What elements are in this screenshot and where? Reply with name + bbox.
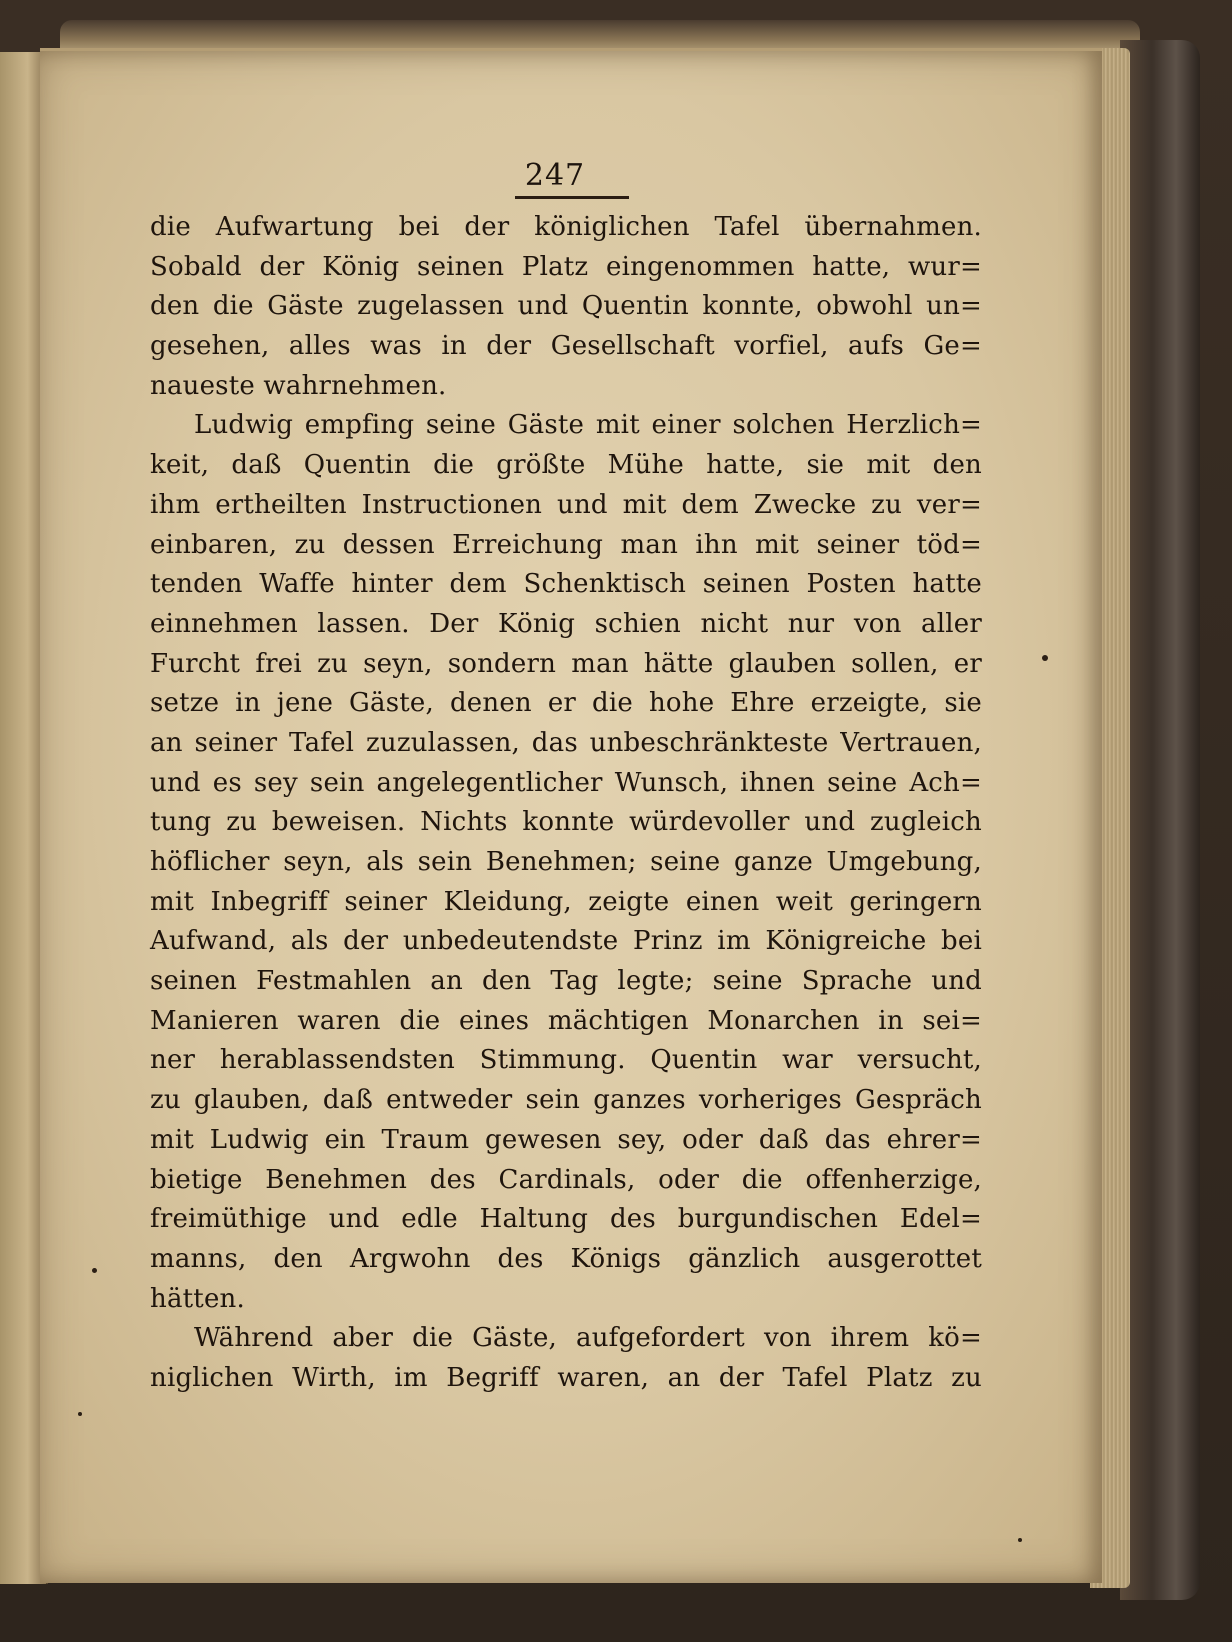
text-line: tenden Waffe hinter dem Schenktisch seinen Posten hatte bbox=[150, 569, 982, 600]
ink-speck bbox=[78, 1412, 82, 1416]
text-line: Manieren waren die eines mächtigen Monarchen in sei= bbox=[150, 1005, 982, 1036]
page-number: 247 bbox=[524, 158, 586, 193]
text-line: zu glauben, daß entweder sein ganzes vorheriges Gespräch bbox=[150, 1085, 982, 1116]
body-text bbox=[150, 208, 982, 1399]
text-line: naueste wahrnehmen. bbox=[150, 370, 447, 401]
text-line: mit Ludwig ein Traum gewesen sey, oder daß das ehrer= bbox=[150, 1124, 982, 1155]
text-line: höflicher seyn, als sein Benehmen; seine ganze Umgebung, bbox=[150, 847, 982, 877]
text-line: an seiner Tafel zuzulassen, das unbeschränkteste Vertrauen, bbox=[150, 727, 982, 758]
text-line: Aufwand, als der unbedeutendste Prinz im Königreiche bei bbox=[150, 926, 982, 957]
text-line: freimüthige und edle Haltung des burgundischen Edel= bbox=[150, 1204, 982, 1235]
text-line: den die Gäste zugelassen und Quentin konnte, obwohl un= bbox=[150, 291, 982, 322]
text-line: tung zu beweisen. Nichts konnte würdevoller und zugleich bbox=[150, 807, 982, 838]
text-line: einbaren, zu dessen Erreichung man ihn mit seiner töd= bbox=[150, 529, 982, 560]
ink-speck bbox=[1042, 655, 1048, 661]
text-line: seinen Festmahlen an den Tag legte; seine Sprache und bbox=[150, 966, 982, 997]
text-line: ihm ertheilten Instructionen und mit dem Zwecke zu ver= bbox=[150, 489, 982, 520]
text-line: einnehmen lassen. Der König schien nicht nur von aller bbox=[150, 608, 982, 639]
text-line: die Aufwartung bei der königlichen Tafel übernahmen. bbox=[150, 212, 982, 242]
header-rule bbox=[515, 196, 629, 199]
text-line: Ludwig empfing seine Gäste mit einer solchen Herzlich= bbox=[194, 410, 982, 441]
text-line: setze in jene Gäste, denen er die hohe Ehre erzeigte, sie bbox=[150, 688, 982, 719]
text-line: hätten. bbox=[150, 1283, 245, 1314]
text-line: ner herablassendsten Stimmung. Quentin war versucht, bbox=[150, 1045, 982, 1076]
book-cover-edge bbox=[1120, 40, 1200, 1600]
ink-speck bbox=[92, 1268, 97, 1273]
text-line: bietige Benehmen des Cardinals, oder die offenherzige, bbox=[150, 1164, 982, 1195]
text-line: manns, den Argwohn des Königs gänzlich ausgerottet bbox=[150, 1243, 982, 1274]
text-line: mit Inbegriff seiner Kleidung, zeigte einen weit geringern bbox=[150, 886, 982, 917]
ink-speck bbox=[1018, 1538, 1022, 1542]
text-line: und es sey sein angelegentlicher Wunsch, ihnen seine Ach= bbox=[150, 767, 982, 798]
text-line: Während aber die Gäste, aufgefordert von ihrem kö= bbox=[194, 1323, 982, 1354]
text-line: Furcht frei zu seyn, sondern man hätte glauben sollen, er bbox=[150, 648, 982, 679]
text-line: gesehen, alles was in der Gesellschaft vorfiel, aufs Ge= bbox=[150, 331, 982, 362]
text-line: keit, daß Quentin die größte Mühe hatte, sie mit den bbox=[150, 450, 982, 481]
text-line: niglichen Wirth, im Begriff waren, an der Tafel Platz zu bbox=[150, 1362, 982, 1393]
text-line: Sobald der König seinen Platz eingenommen hatte, wur= bbox=[150, 251, 982, 282]
